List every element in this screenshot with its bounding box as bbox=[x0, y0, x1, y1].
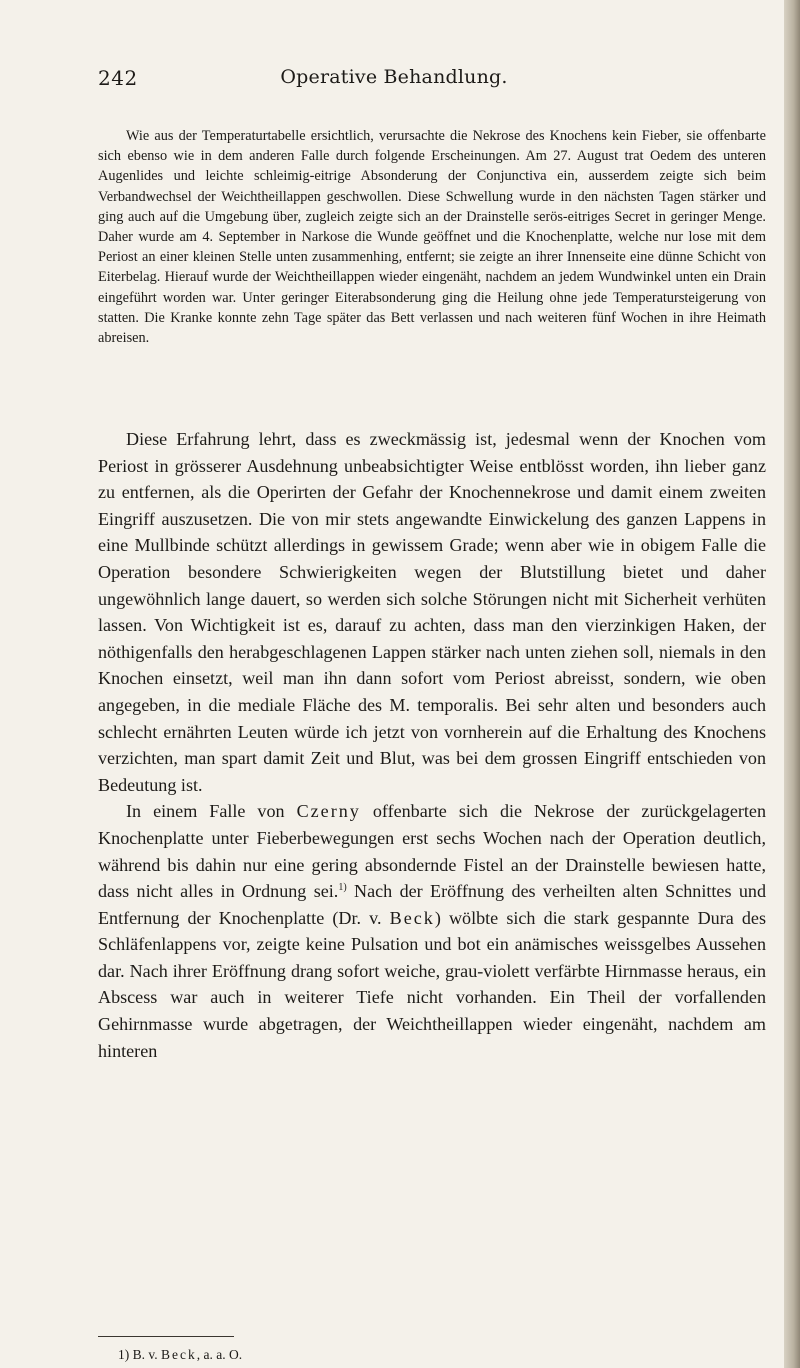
footnote-rest: , a. a. O. bbox=[196, 1347, 243, 1362]
author-name-czerny: Czerny bbox=[296, 801, 361, 822]
text-run: Nach der Eröffnung des verheilten alten Schnittes und Entfernung der Knochenplatte (Dr. v. bbox=[98, 881, 767, 928]
case-report-paragraph: Wie aus der Temperaturtabelle ersichtlich, verursachte die Nekrose des Knochens kein Fieber, sie offenbarte sich ebenso wie in dem anderen Falle durch folgende Erscheinungen. Am 27. August trat Oedem des unteren Augenlides und leichte schleimig-eitrige Absonderung der Conjunctiva ein, ausserdem zeigte sich beim Verbandwechsel der Weichtheillappen geschwollen. Diese Schwellung wurde in den nächsten Tagen stärker und ging auch auf die Umgebung über, zugleich zeigte sich an der Drainstelle serös-eitriges Secret in geringer Menge. Daher wurde am 4. September in Narkose die Wunde geöffnet und die Knochenplatte, welche nur lose mit dem Periost an einer kleinen Stelle unten zusammenhing, entfernt; sie zeigte an ihrer Innenseite eine dünne Schicht von Eiterbelag. Hierauf wurde der Weichtheillappen wieder eingenäht, nachdem an jedem Wundwinkel unten ein Drain eingeführt worden war. Unter geringer Eiterabsonderung ging die Heilung ohne jede Temperatursteigerung von statten. Die Kranke konnte zehn Tage später das Bett verlassen und nach weiteren fünf Wochen in ihre Heimath abreisen. bbox=[98, 128, 766, 347]
body-paragraph-2 bbox=[98, 798, 766, 1064]
page-edge-shadow bbox=[784, 0, 800, 1368]
footnote-marker: 1) B. v. bbox=[118, 1347, 161, 1362]
page-number: 242 bbox=[98, 66, 138, 90]
footnote-author: Beck bbox=[161, 1347, 197, 1362]
text-run: offenbarte sich die Nekrose der zurückgelagerten Knochenplatte unter Fieberbewegungen erst sechs Wochen nach der Operation deutlich, während bis dahin nur eine gering absondernde Fistel an der Drainstelle bewiesen hatte, dass nicht alles in Ordnung sei. bbox=[98, 801, 766, 902]
footnote bbox=[118, 1346, 758, 1364]
author-name-beck: Beck bbox=[389, 907, 435, 928]
running-title: Operative Behandlung. bbox=[280, 66, 508, 88]
main-text bbox=[98, 426, 766, 1064]
footnote-divider bbox=[98, 1336, 234, 1337]
body-paragraph-1: Diese Erfahrung lehrt, dass es zweckmässig ist, jedesmal wenn der Knochen vom Periost in grösserer Ausdehnung unbeabsichtigter Weise entblösst worden, ihn lieber ganz zu entfernen, als die Operirten der Gefahr der Knochennekrose und damit einem zweiten Eingriff auszusetzen. Die von mir stets angewandte Einwickelung des ganzen Lappens in eine Mullbinde schützt allerdings in gewissem Grade; wenn aber wie in obigem Falle die Operation besondere Schwierigkeiten wegen der Blutstillung bietet und daher ungewöhnlich lange dauert, so werden sich solche Störungen nicht mit Sicherheit verhüten lassen. Von Wichtigkeit ist es, darauf zu achten, dass man den vierzinkigen Haken, der nöthigenfalls den herabgeschlagenen Lappen stärker nach unten ziehen soll, niemals in den Knochen einsetzt, weil man ihn dann sofort vom Periost abreisst, sondern, wie oben angegeben, in die mediale Fläche des M. temporalis. Bei sehr alten und besonders auch schlecht ernährten Leuten würde ich jetzt von vornherein auf die Erhaltung des Knochens verzichten, man spart damit Zeit und Blut, was bei dem grossen Eingriff entschieden von Bedeutung ist. bbox=[98, 429, 766, 795]
footnote-reference: 1) bbox=[338, 882, 347, 894]
text-run: ) wölbte sich die stark gespannte Dura des Schläfenlappens vor, zeigte keine Pulsation und bot ein anämisches weissgelbes Aussehen dar. Nach ihrer Eröffnung drang sofort weiche, grau-violett verfärbte Hirnmasse heraus, ein Abscess war auch in weiterer Tiefe nicht vorhanden. Ein Theil der vorfallenden Gehirnmasse wurde abgetragen, der Weichtheillappen wieder eingenäht, nachdem am hinteren bbox=[98, 907, 766, 1061]
page-header bbox=[98, 66, 690, 100]
text-run: In einem Falle von bbox=[126, 801, 297, 822]
